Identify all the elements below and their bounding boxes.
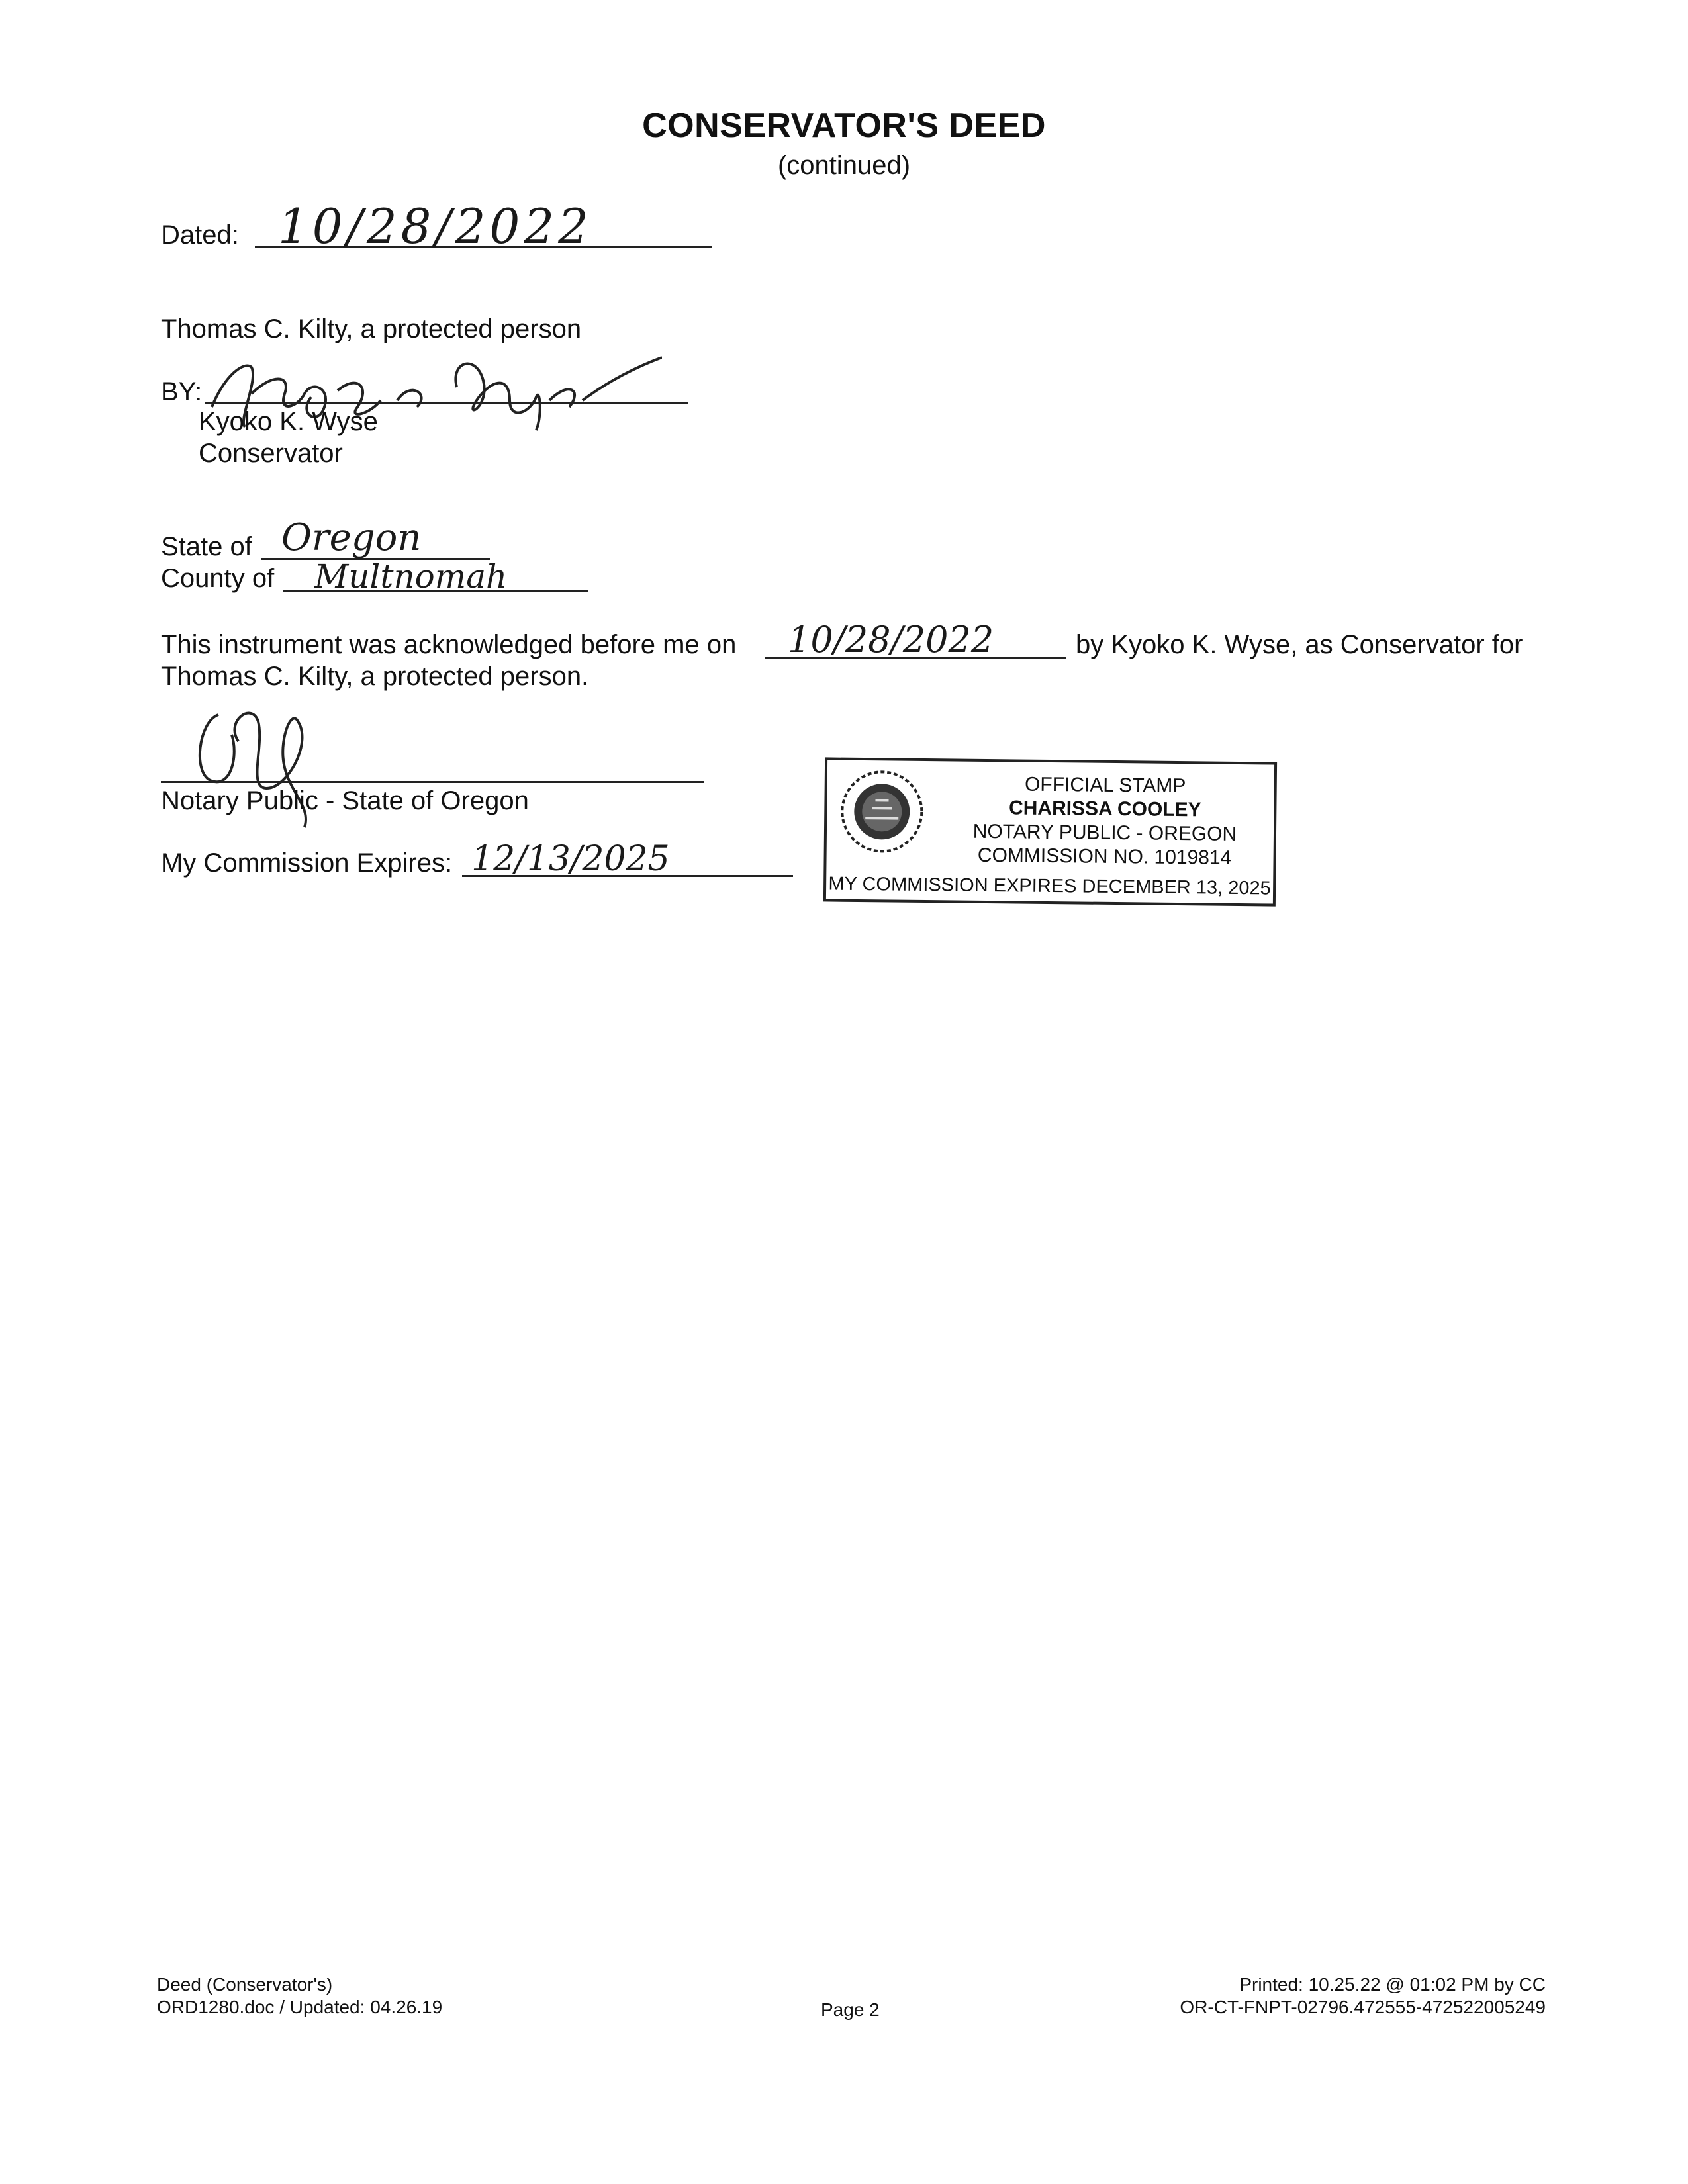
commission-expires-label: My Commission Expires: bbox=[161, 848, 453, 878]
commission-expires-handwritten-value: 12/13/2025 bbox=[471, 839, 670, 879]
stamp-line-1: OFFICIAL STAMP bbox=[1024, 773, 1186, 797]
by-label: BY: bbox=[161, 377, 203, 406]
dated-handwritten-value: 10/28/2022 bbox=[278, 199, 592, 254]
state-label: State of bbox=[161, 532, 252, 561]
county-handwritten-value: Multnomah bbox=[314, 557, 508, 596]
footer-page-number: Page 2 bbox=[821, 1999, 880, 2020]
notary-label: Notary Public - State of Oregon bbox=[161, 786, 529, 815]
signer-role: Conservator bbox=[199, 439, 343, 468]
document-subtitle: (continued) bbox=[777, 151, 911, 180]
document-title: CONSERVATOR'S DEED bbox=[642, 107, 1046, 145]
notary-signature-line bbox=[161, 781, 704, 783]
footer-document-file: ORD1280.doc / Updated: 04.26.19 bbox=[157, 1997, 443, 2017]
protected-person-text: Thomas C. Kilty, a protected person bbox=[161, 314, 582, 343]
dated-label: Dated: bbox=[161, 220, 239, 250]
footer-printed: Printed: 10.25.22 @ 01:02 PM by CC bbox=[1239, 1974, 1546, 1995]
stamp-notary-name: CHARISSA COOLEY bbox=[1008, 797, 1201, 821]
stamp-line-3: NOTARY PUBLIC - OREGON bbox=[972, 820, 1237, 845]
official-notary-stamp bbox=[823, 757, 1277, 906]
footer-reference-number: OR-CT-FNPT-02796.472555-472522005249 bbox=[1180, 1997, 1546, 2017]
county-label: County of bbox=[161, 564, 275, 593]
stamp-expiration: MY COMMISSION EXPIRES DECEMBER 13, 2025 bbox=[828, 873, 1271, 899]
state-handwritten-value: Oregon bbox=[281, 516, 422, 559]
acknowledgment-prefix: This instrument was acknowledged before me on bbox=[161, 630, 737, 659]
stamp-commission-number: COMMISSION NO. 1019814 bbox=[977, 844, 1232, 869]
oregon-state-seal-icon bbox=[839, 768, 925, 855]
footer-document-type: Deed (Conservator's) bbox=[157, 1974, 333, 1995]
acknowledgment-line2: Thomas C. Kilty, a protected person. bbox=[161, 662, 589, 691]
acknowledgment-handwritten-date: 10/28/2022 bbox=[788, 619, 994, 660]
acknowledgment-suffix: by Kyoko K. Wyse, as Conservator for bbox=[1076, 630, 1523, 659]
signer-name: Kyoko K. Wyse bbox=[199, 407, 378, 436]
